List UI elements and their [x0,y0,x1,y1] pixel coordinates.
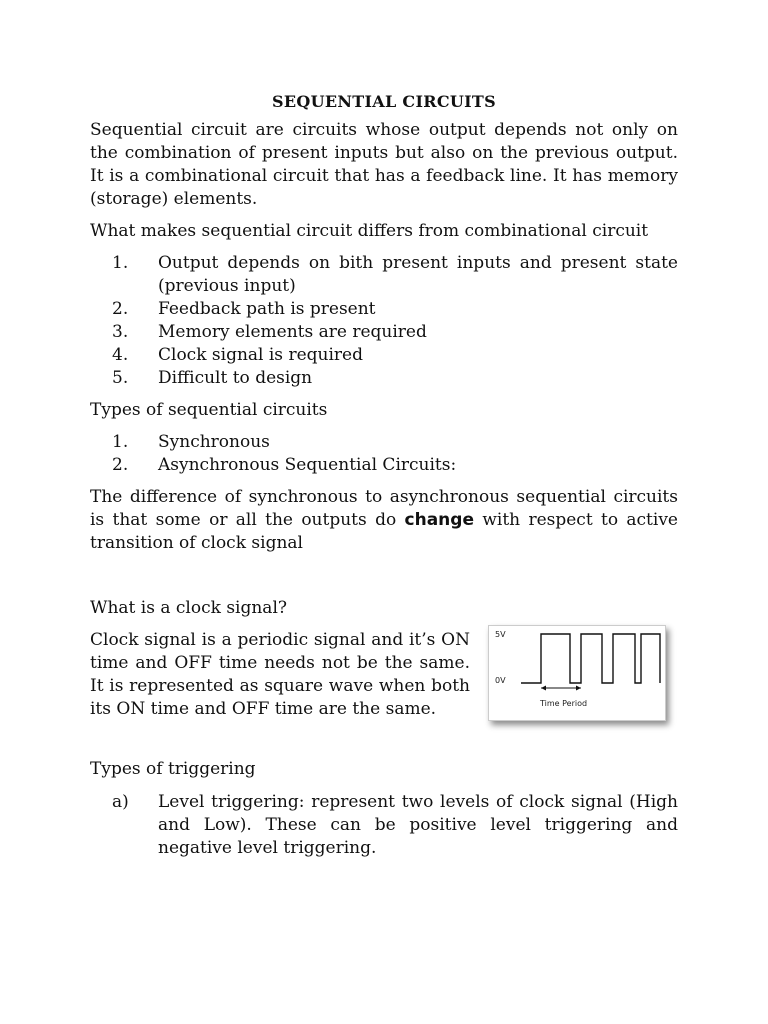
list-item: 1. Output depends on bith present inputs and present state (previous input) [112,253,678,296]
document-page [90,92,678,860]
list-item: a) Level triggering: represent two levels of clock signal (High and Low). These can be positive level triggering and negative level triggering. [112,792,678,858]
differs-heading: What makes sequential circuit differs from combinational circuit [90,221,649,241]
list-item: 1. Synchronous [112,432,270,452]
list-item: 2. Asynchronous Sequential Circuits: [112,455,457,475]
list-item: 3. Memory elements are required [112,322,427,342]
difference-paragraph: The difference of synchronous to asynchronous sequential circuits is that some or all the outputs do change with respect to active transition of clock signal [90,487,678,553]
types-heading: Types of sequential circuits [90,400,328,420]
label-time-period: Time Period [540,699,588,708]
list-item: 2. Feedback path is present [112,299,376,319]
emphasis-change: change [404,510,474,530]
label-0v: 0V [495,676,506,685]
intro-paragraph: Sequential circuit are circuits whose output depends not only on the combination of present inputs but also on the previous output. It is a combinational circuit that has a feedback line. It has memory (storage) elements. [90,120,678,209]
triggering-heading: Types of triggering [90,759,256,779]
clock-section [90,629,678,729]
list-item: 5. Difficult to design [112,368,313,388]
clock-signal-figure [488,625,666,721]
clock-paragraph: Clock signal is a periodic signal and it’s ON time and OFF time needs not be the same. It is represented as square wave when both its ON time and OFF time are the same. [90,630,470,719]
label-5v: 5V [495,630,506,639]
page-title: SEQUENTIAL CIRCUITS [272,92,496,111]
differences-list [90,252,678,390]
triggering-list [90,791,678,860]
types-list [90,431,678,477]
list-item: 4. Clock signal is required [112,345,363,365]
clock-heading: What is a clock signal? [90,598,287,618]
